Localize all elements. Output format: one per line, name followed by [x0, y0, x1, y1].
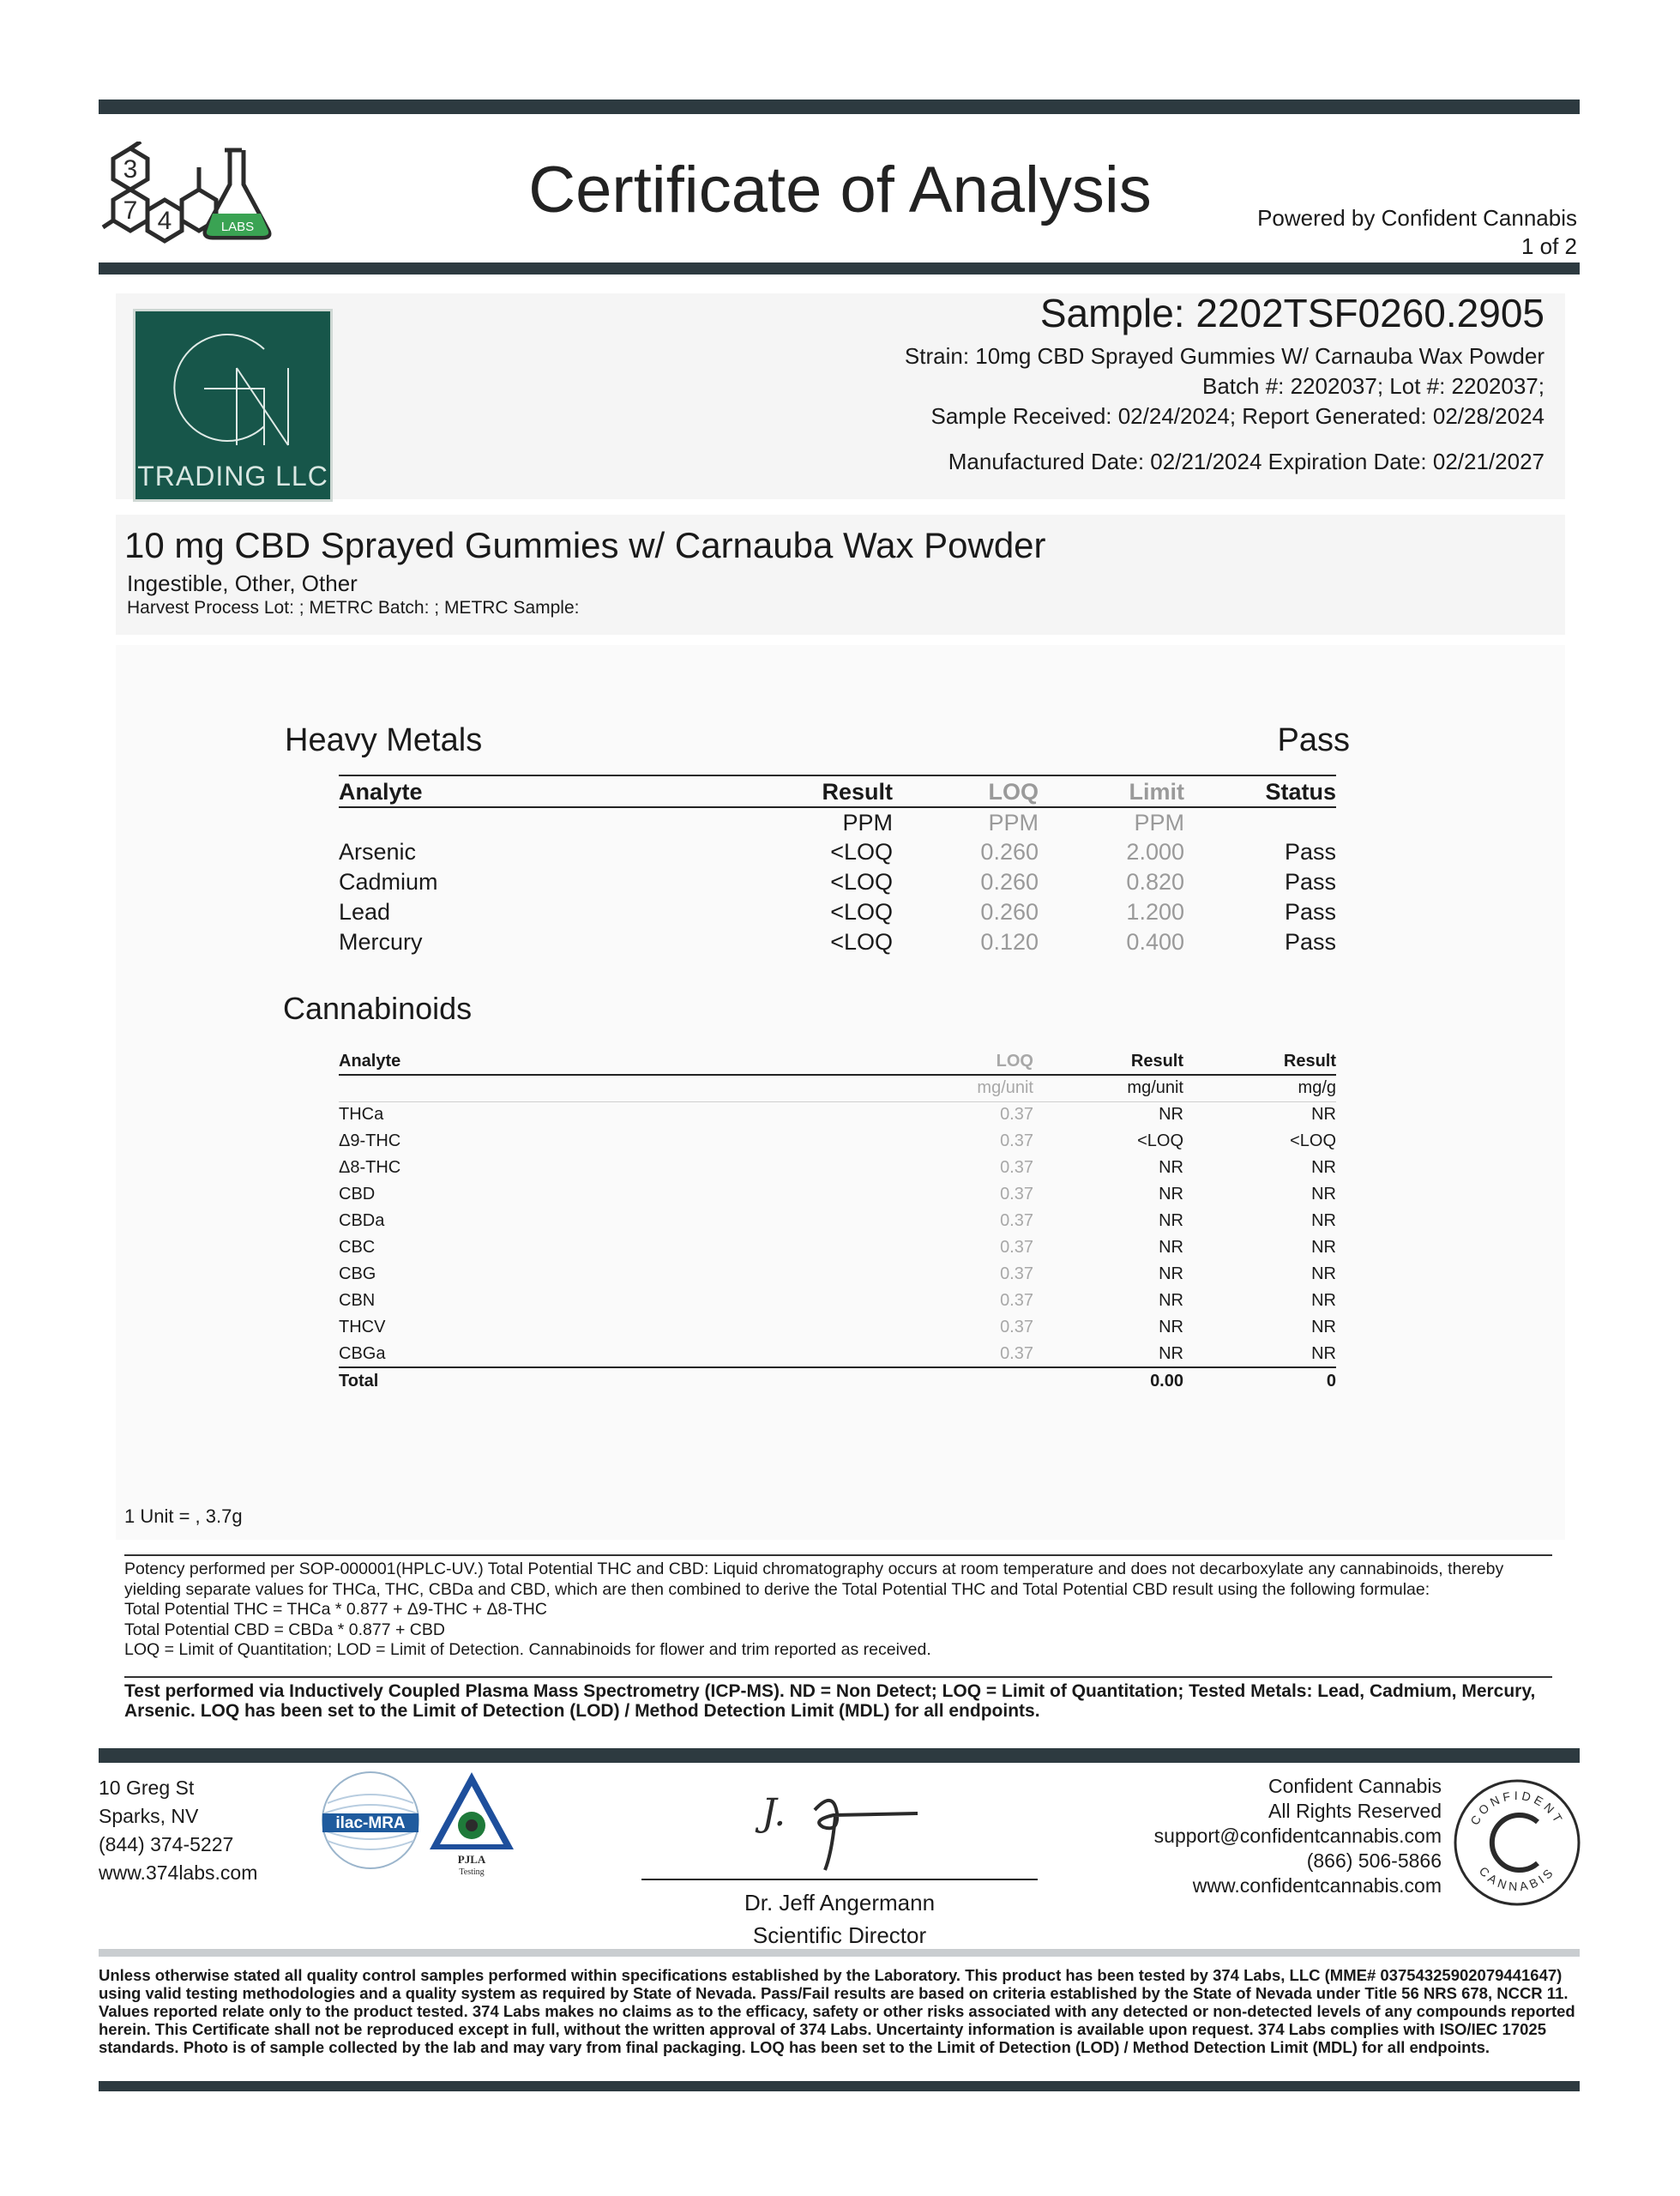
sample-meta	[905, 341, 1545, 477]
loq-note: LOQ = Limit of Quantitation; LOD = Limit of Detection. Cannabinoids for flower and trim reported as received.	[124, 1640, 931, 1659]
logo-digit-7: 7	[123, 196, 138, 225]
heavy-metals-table	[339, 777, 1336, 957]
sample-id: Sample: 2202TSF0260.2905	[1039, 291, 1545, 335]
client-logo	[133, 309, 333, 502]
disclaimer-top-bar	[99, 1949, 1580, 1957]
product-lots: Harvest Process Lot: ; METRC Batch: ; METRC Sample:	[127, 598, 580, 618]
heavy-metals-rule	[339, 775, 1336, 776]
table-row: CBG 0.37 NR NR	[339, 1264, 1336, 1283]
unit-limit: PPM	[1134, 809, 1184, 836]
logo-digit-3: 3	[123, 155, 138, 184]
footer-top-bar	[99, 1748, 1580, 1763]
gn-mark-icon	[135, 317, 330, 462]
client-logo-name: TRADING LLC	[137, 461, 328, 492]
product-type: Ingestible, Other, Other	[127, 570, 358, 596]
table-header-row	[339, 1048, 1336, 1075]
signature-scribble: J.	[762, 1791, 786, 1835]
cannabinoids-title: Cannabinoids	[283, 991, 473, 1026]
pjla-text: PJLA	[457, 1853, 486, 1866]
potency-notes	[124, 1560, 1552, 1661]
table-row: Lead <LOQ 0.260 1.200 Pass	[339, 899, 1336, 925]
disclaimer: Unless otherwise stated all quality control samples performed within specifications established by the Laboratory. This product has been tested by 374 Labs, LLC (MME# 03754325902079441647) using valid testing methodologies and a quality system as required by State of Nevada. Pass/Fail results are based on criteria established by the State of Nevada under Title 56 NRS 678, NCCR 11. Values reported relate only to the product tested. 374 Labs makes no claims as to the efficacy, safety or other risks associated with any detected or non-detected levels of any compounds reported herein. This Certificate shall not be reproduced except in full, without the written approval of 374 Labs. Uncertainty information is available upon request. 374 Labs complies with ISO/IEC 17025 standards. Photo is of sample collected by the lab and may vary from final packaging. LOQ has been set to the Limit of Detection (LOD) / Method Detection Limit (MDL) for all endpoints.	[99, 1966, 1575, 2056]
col-result-mg-unit: Result	[1033, 1048, 1183, 1075]
bottom-bar	[99, 2081, 1580, 2091]
page-title: Certificate of Analysis	[528, 154, 1152, 226]
page-number: 1 of 2	[1520, 233, 1577, 259]
sample-batch: Batch #: 2202037; Lot #: 2202037;	[1201, 373, 1545, 399]
confident-cannabis-seal	[1452, 1777, 1582, 1908]
top-bar	[99, 100, 1580, 114]
cc-phone: (866) 506-5866	[1306, 1849, 1442, 1872]
potency-note: Potency performed per SOP-000001(HPLC-UV.) Total Potential THC and CBD: Liquid chromatography occurs at room temperature and does not decarboxylate any cannabinoids, thereby yielding separate values for THCa, THC, CBDa and CBD, which are then combined to derive the Total Potential THC and Total Potential CBD result using the following formulae:	[124, 1560, 1504, 1599]
powered-by-text: Powered by Confident Cannabis	[1257, 205, 1577, 231]
address-city: Sparks, NV	[99, 1805, 199, 1827]
lab-address	[99, 1774, 257, 1887]
ilac-text: ilac-MRA	[335, 1814, 406, 1832]
cc-name: Confident Cannabis	[1268, 1775, 1442, 1797]
table-row: CBDa 0.37 NR NR	[339, 1211, 1336, 1230]
signatory-name: Dr. Jeff Angermann	[744, 1890, 936, 1915]
seal-top-text: CONFIDENT	[1467, 1788, 1567, 1828]
notes-rule-mid	[124, 1676, 1552, 1678]
table-row: THCa 0.37 NR NR	[339, 1105, 1336, 1125]
product-title: 10 mg CBD Sprayed Gummies w/ Carnauba Wax Powder	[124, 525, 1046, 565]
cannabinoids-table	[339, 1048, 1336, 1394]
col-loq: LOQ	[893, 777, 1039, 807]
table-row: Mercury <LOQ 0.120 0.400 Pass	[339, 929, 1336, 955]
sample-received: Sample Received: 02/24/2024; Report Generated: 02/28/2024	[930, 403, 1545, 429]
notes-rule-top	[124, 1554, 1552, 1556]
address-street: 10 Greg St	[99, 1777, 195, 1799]
table-row: Δ9-THC 0.37 <LOQ <LOQ	[339, 1131, 1336, 1150]
col-status: Status	[1184, 777, 1336, 807]
col-result: Result	[665, 777, 893, 807]
unit-note: 1 Unit = , 3.7g	[124, 1505, 243, 1527]
address-phone: (844) 374-5227	[99, 1833, 234, 1855]
table-row: CBD 0.37 NR NR	[339, 1185, 1336, 1204]
col-result-mg-g: Result	[1183, 1048, 1336, 1075]
cc-email: support@confidentcannabis.com	[1153, 1825, 1442, 1847]
col-analyte: Analyte	[339, 1048, 896, 1075]
sample-dates: Manufactured Date: 02/21/2024 Expiration Date: 02/21/2027	[948, 449, 1545, 474]
logo-labs-word: LABS	[220, 220, 255, 234]
unit-result: PPM	[842, 809, 893, 836]
col-analyte: Analyte	[339, 777, 665, 807]
ilac-mra-logo	[319, 1769, 422, 1872]
sample-strain: Strain: 10mg CBD Sprayed Gummies W/ Carnauba Wax Powder	[904, 343, 1545, 369]
pjla-logo	[425, 1767, 519, 1879]
seal-bottom-text: CANNABIS	[1476, 1863, 1558, 1894]
signatory-role: Scientific Director	[752, 1922, 927, 1948]
units-row	[339, 807, 1336, 837]
table-row: Cadmium <LOQ 0.260 0.820 Pass	[339, 869, 1336, 895]
cc-website: www.confidentcannabis.com	[1192, 1874, 1442, 1897]
pjla-subtext: Testing	[459, 1867, 485, 1877]
heavy-metals-title: Heavy Metals	[285, 722, 483, 758]
total-row: Total 0.00 0	[339, 1367, 1336, 1394]
table-row: CBC 0.37 NR NR	[339, 1238, 1336, 1257]
table-row: CBN 0.37 NR NR	[339, 1291, 1336, 1310]
units-row: mg/unit mg/unit mg/g	[339, 1075, 1336, 1101]
col-loq: LOQ	[896, 1048, 1033, 1075]
signatory	[641, 1842, 1038, 1952]
cc-rights: All Rights Reserved	[1268, 1800, 1442, 1822]
col-limit: Limit	[1039, 777, 1184, 807]
table-header-row	[339, 777, 1336, 807]
formula-thc: Total Potential THC = THCa * 0.877 + Δ9-THC + Δ8-THC	[124, 1600, 547, 1619]
formula-cbd: Total Potential CBD = CBDa * 0.877 + CBD	[124, 1620, 445, 1639]
table-row: Arsenic <LOQ 0.260 2.000 Pass	[339, 839, 1336, 865]
header-divider-bar	[99, 262, 1580, 274]
table-row: THCV 0.37 NR NR	[339, 1318, 1336, 1336]
table-row: Δ8-THC 0.37 NR NR	[339, 1158, 1336, 1177]
icp-note: Test performed via Inductively Coupled Plasma Mass Spectrometry (ICP-MS). ND = Non Detect; LOQ = Limit of Quantitation; Tested Metals: Lead, Cadmium, Mercury, Arsenic. LOQ has been set to the Limit of Detection (LOD) / Method Detection Limit (MDL) for all endpoints.	[124, 1681, 1536, 1721]
unit-loq: PPM	[988, 809, 1039, 836]
logo-digit-4: 4	[157, 207, 172, 235]
heavy-metals-status: Pass	[1277, 722, 1350, 758]
table-row: CBGa 0.37 NR NR	[339, 1343, 1336, 1363]
powered-by	[1257, 204, 1577, 261]
confident-cannabis-info	[1154, 1774, 1442, 1898]
address-website: www.374labs.com	[99, 1861, 258, 1884]
